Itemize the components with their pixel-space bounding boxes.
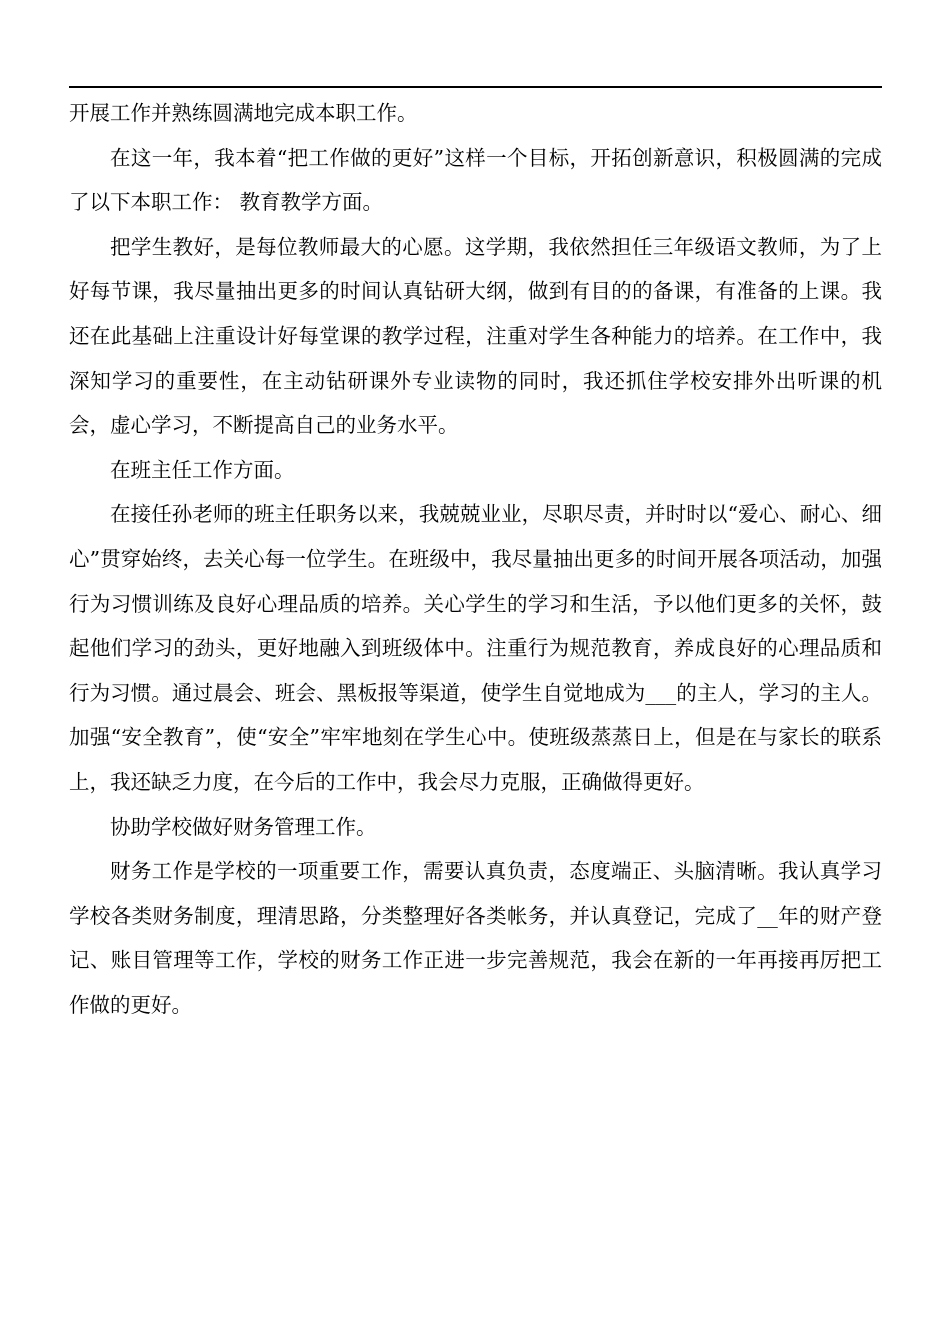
paragraph: 财务工作是学校的一项重要工作，需要认真负责，态度端正、头脑清晰。我认真学习学校各类财务制度，理清思路，分类整理好各类帐务，并认真登记，完成了__年的财产登记、账目管理等工作，学校的财务工作正进一步完善规范，我会在新的一年再接再厉把工作做的更好。 xyxy=(69,859,882,1017)
paragraph: 把学生教好，是每位教师最大的心愿。这学期，我依然担任三年级语文教师，为了上好每节课，我尽量抽出更多的时间认真钻研大纲，做到有目的的备课，有准备的上课。我还在此基础上注重设计好每堂课的教学过程，注重对学生各种能力的培养。在工作中，我深知学习的重要性，在主动钻研课外专业读物的同时，我还抓住学校安排外出听课的机会，虚心学习，不断提高自己的业务水平。 xyxy=(69,234,882,438)
paragraph: 在接任孙老师的班主任职务以来，我兢兢业业，尽职尽责，并时时以“爱心、耐心、细心”贯穿始终，去关心每一位学生。在班级中，我尽量抽出更多的时间开展各项活动，加强行为习惯训练及良好心理品质的培养。关心学生的学习和生活，予以他们更多的关怀，鼓起他们学习的劲头，更好地融入到班级体中。注重行为规范教育，养成良好的心理品质和行为习惯。通过晨会、班会、黑板报等渠道，使学生自觉地成为___的主人，学习的主人。加强“安全教育”，使“安全”牢牢地刻在学生心中。使班级蒸蒸日上，但是在与家长的联系上，我还缺乏力度，在今后的工作中，我会尽力克服，正确做得更好。 xyxy=(69,502,882,794)
paragraph: 开展工作并熟练圆满地完成本职工作。 xyxy=(69,101,418,125)
section-heading: 在班主任工作方面。 xyxy=(110,457,295,482)
document-body xyxy=(69,91,882,1027)
paragraph: 在这一年，我本着“把工作做的更好”这样一个目标，开拓创新意识，积极圆满的完成了以下本职工作： 教育教学方面。 xyxy=(69,145,882,215)
header-rule xyxy=(69,86,882,88)
section-heading: 协助学校做好财务管理工作。 xyxy=(110,814,377,839)
